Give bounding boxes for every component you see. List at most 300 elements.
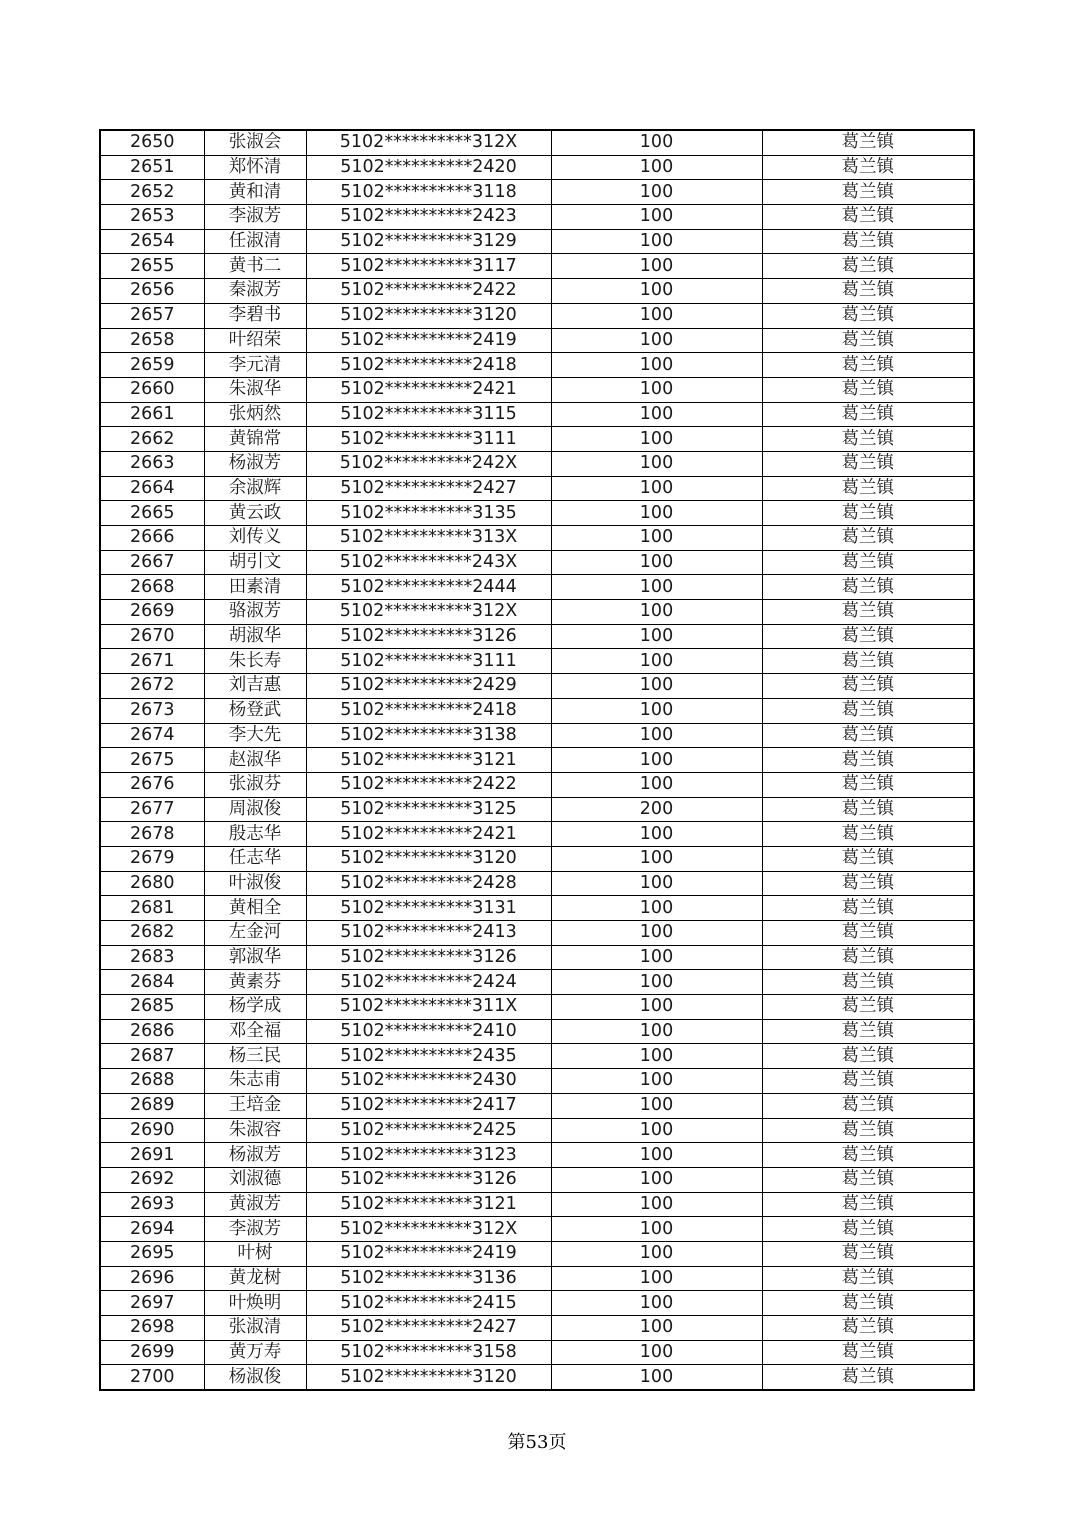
table-row <box>100 748 974 773</box>
table-row <box>100 772 974 797</box>
cell-serial-number: 2663 <box>100 451 204 476</box>
cell-serial-number: 2670 <box>100 624 204 649</box>
cell-amount: 100 <box>551 180 762 205</box>
cell-id-number: 5102**********3120 <box>306 846 551 871</box>
cell-amount: 100 <box>551 130 762 155</box>
cell-amount: 100 <box>551 1118 762 1143</box>
cell-serial-number: 2671 <box>100 649 204 674</box>
roster-table <box>99 129 975 1391</box>
table-row <box>100 279 974 304</box>
table-row <box>100 1316 974 1341</box>
cell-serial-number: 2652 <box>100 180 204 205</box>
cell-serial-number: 2697 <box>100 1291 204 1316</box>
cell-amount: 100 <box>551 1069 762 1094</box>
cell-amount: 100 <box>551 205 762 230</box>
cell-town: 葛兰镇 <box>762 476 974 501</box>
cell-amount: 100 <box>551 698 762 723</box>
cell-amount: 100 <box>551 1044 762 1069</box>
cell-amount: 100 <box>551 649 762 674</box>
cell-serial-number: 2678 <box>100 822 204 847</box>
cell-serial-number: 2685 <box>100 995 204 1020</box>
cell-id-number: 5102**********242X <box>306 451 551 476</box>
cell-id-number: 5102**********3136 <box>306 1266 551 1291</box>
cell-amount: 100 <box>551 896 762 921</box>
cell-amount: 100 <box>551 1241 762 1266</box>
table-row <box>100 723 974 748</box>
cell-serial-number: 2665 <box>100 501 204 526</box>
cell-amount: 100 <box>551 1167 762 1192</box>
cell-serial-number: 2667 <box>100 550 204 575</box>
table-row <box>100 205 974 230</box>
table-row <box>100 1241 974 1266</box>
cell-town: 葛兰镇 <box>762 698 974 723</box>
cell-id-number: 5102**********312X <box>306 1217 551 1242</box>
table-row <box>100 451 974 476</box>
cell-id-number: 5102**********2413 <box>306 921 551 946</box>
cell-amount: 100 <box>551 600 762 625</box>
cell-id-number: 5102**********3138 <box>306 723 551 748</box>
cell-id-number: 5102**********2430 <box>306 1069 551 1094</box>
cell-id-number: 5102**********2424 <box>306 970 551 995</box>
cell-amount: 100 <box>551 624 762 649</box>
cell-serial-number: 2700 <box>100 1365 204 1390</box>
cell-amount: 100 <box>551 229 762 254</box>
cell-serial-number: 2688 <box>100 1069 204 1094</box>
table-row <box>100 1044 974 1069</box>
cell-name: 叶淑俊 <box>204 871 306 896</box>
cell-id-number: 5102**********3125 <box>306 797 551 822</box>
cell-serial-number: 2656 <box>100 279 204 304</box>
table-row <box>100 1167 974 1192</box>
cell-name: 殷志华 <box>204 822 306 847</box>
cell-town: 葛兰镇 <box>762 748 974 773</box>
cell-town: 葛兰镇 <box>762 402 974 427</box>
cell-amount: 100 <box>551 674 762 699</box>
cell-town: 葛兰镇 <box>762 501 974 526</box>
cell-amount: 100 <box>551 1365 762 1390</box>
cell-name: 张炳然 <box>204 402 306 427</box>
cell-name: 胡引文 <box>204 550 306 575</box>
cell-town: 葛兰镇 <box>762 1291 974 1316</box>
cell-town: 葛兰镇 <box>762 575 974 600</box>
cell-id-number: 5102**********3120 <box>306 1365 551 1390</box>
cell-serial-number: 2675 <box>100 748 204 773</box>
table-row <box>100 945 974 970</box>
cell-amount: 100 <box>551 526 762 551</box>
cell-amount: 100 <box>551 846 762 871</box>
cell-town: 葛兰镇 <box>762 649 974 674</box>
cell-amount: 100 <box>551 1266 762 1291</box>
cell-town: 葛兰镇 <box>762 1093 974 1118</box>
cell-id-number: 5102**********2422 <box>306 279 551 304</box>
cell-amount: 100 <box>551 427 762 452</box>
cell-id-number: 5102**********3115 <box>306 402 551 427</box>
cell-id-number: 5102**********2417 <box>306 1093 551 1118</box>
cell-id-number: 5102**********3126 <box>306 1167 551 1192</box>
cell-amount: 100 <box>551 1316 762 1341</box>
cell-amount: 100 <box>551 921 762 946</box>
cell-id-number: 5102**********3126 <box>306 945 551 970</box>
cell-id-number: 5102**********312X <box>306 600 551 625</box>
cell-name: 黄相全 <box>204 896 306 921</box>
cell-id-number: 5102**********2435 <box>306 1044 551 1069</box>
cell-serial-number: 2699 <box>100 1340 204 1365</box>
cell-id-number: 5102**********3111 <box>306 649 551 674</box>
cell-id-number: 5102**********3126 <box>306 624 551 649</box>
cell-serial-number: 2658 <box>100 328 204 353</box>
cell-name: 黄淑芳 <box>204 1192 306 1217</box>
cell-serial-number: 2657 <box>100 303 204 328</box>
cell-town: 葛兰镇 <box>762 427 974 452</box>
cell-id-number: 5102**********2428 <box>306 871 551 896</box>
cell-id-number: 5102**********2415 <box>306 1291 551 1316</box>
cell-name: 叶树 <box>204 1241 306 1266</box>
cell-town: 葛兰镇 <box>762 600 974 625</box>
cell-name: 黄素芬 <box>204 970 306 995</box>
table-row <box>100 921 974 946</box>
table-row <box>100 575 974 600</box>
table-row <box>100 1093 974 1118</box>
table-row <box>100 698 974 723</box>
roster-table-body <box>100 130 974 1390</box>
cell-town: 葛兰镇 <box>762 624 974 649</box>
cell-amount: 100 <box>551 995 762 1020</box>
table-row <box>100 1143 974 1168</box>
table-row <box>100 303 974 328</box>
cell-id-number: 5102**********2410 <box>306 1019 551 1044</box>
cell-name: 叶焕明 <box>204 1291 306 1316</box>
cell-id-number: 5102**********3121 <box>306 1192 551 1217</box>
cell-serial-number: 2696 <box>100 1266 204 1291</box>
cell-id-number: 5102**********2427 <box>306 476 551 501</box>
table-row <box>100 1291 974 1316</box>
cell-id-number: 5102**********2429 <box>306 674 551 699</box>
table-row <box>100 846 974 871</box>
cell-amount: 100 <box>551 155 762 180</box>
cell-town: 葛兰镇 <box>762 180 974 205</box>
cell-amount: 100 <box>551 402 762 427</box>
cell-serial-number: 2698 <box>100 1316 204 1341</box>
cell-id-number: 5102**********312X <box>306 130 551 155</box>
cell-name: 杨淑芳 <box>204 451 306 476</box>
cell-town: 葛兰镇 <box>762 674 974 699</box>
table-row <box>100 328 974 353</box>
cell-serial-number: 2677 <box>100 797 204 822</box>
cell-id-number: 5102**********313X <box>306 526 551 551</box>
cell-amount: 100 <box>551 1019 762 1044</box>
table-row <box>100 427 974 452</box>
table-row <box>100 1069 974 1094</box>
table-row <box>100 180 974 205</box>
cell-serial-number: 2651 <box>100 155 204 180</box>
cell-id-number: 5102**********2422 <box>306 772 551 797</box>
cell-serial-number: 2668 <box>100 575 204 600</box>
cell-amount: 100 <box>551 476 762 501</box>
table-row <box>100 353 974 378</box>
table-row <box>100 155 974 180</box>
cell-amount: 100 <box>551 1340 762 1365</box>
cell-name: 杨淑俊 <box>204 1365 306 1390</box>
cell-amount: 100 <box>551 377 762 402</box>
table-row <box>100 1266 974 1291</box>
cell-name: 黄龙树 <box>204 1266 306 1291</box>
table-row <box>100 624 974 649</box>
cell-amount: 100 <box>551 353 762 378</box>
cell-town: 葛兰镇 <box>762 205 974 230</box>
cell-serial-number: 2689 <box>100 1093 204 1118</box>
table-row <box>100 600 974 625</box>
cell-serial-number: 2679 <box>100 846 204 871</box>
cell-name: 杨登武 <box>204 698 306 723</box>
cell-amount: 100 <box>551 1217 762 1242</box>
cell-town: 葛兰镇 <box>762 797 974 822</box>
cell-name: 张淑会 <box>204 130 306 155</box>
cell-amount: 100 <box>551 550 762 575</box>
cell-town: 葛兰镇 <box>762 723 974 748</box>
cell-town: 葛兰镇 <box>762 1044 974 1069</box>
cell-name: 黄和清 <box>204 180 306 205</box>
cell-town: 葛兰镇 <box>762 1019 974 1044</box>
table-row <box>100 674 974 699</box>
cell-town: 葛兰镇 <box>762 229 974 254</box>
cell-id-number: 5102**********3123 <box>306 1143 551 1168</box>
cell-amount: 100 <box>551 1291 762 1316</box>
table-row <box>100 1192 974 1217</box>
cell-serial-number: 2684 <box>100 970 204 995</box>
cell-town: 葛兰镇 <box>762 1316 974 1341</box>
cell-town: 葛兰镇 <box>762 970 974 995</box>
cell-name: 杨淑芳 <box>204 1143 306 1168</box>
cell-id-number: 5102**********2419 <box>306 328 551 353</box>
cell-town: 葛兰镇 <box>762 1241 974 1266</box>
cell-name: 刘淑德 <box>204 1167 306 1192</box>
cell-id-number: 5102**********3120 <box>306 303 551 328</box>
cell-town: 葛兰镇 <box>762 1192 974 1217</box>
table-row <box>100 377 974 402</box>
table-row <box>100 254 974 279</box>
cell-town: 葛兰镇 <box>762 921 974 946</box>
table-row <box>100 797 974 822</box>
cell-town: 葛兰镇 <box>762 1365 974 1390</box>
cell-name: 刘吉惠 <box>204 674 306 699</box>
cell-town: 葛兰镇 <box>762 279 974 304</box>
cell-name: 李大先 <box>204 723 306 748</box>
cell-town: 葛兰镇 <box>762 1069 974 1094</box>
cell-amount: 100 <box>551 1143 762 1168</box>
cell-town: 葛兰镇 <box>762 846 974 871</box>
cell-amount: 100 <box>551 451 762 476</box>
cell-amount: 100 <box>551 575 762 600</box>
table-row <box>100 995 974 1020</box>
cell-id-number: 5102**********2444 <box>306 575 551 600</box>
cell-town: 葛兰镇 <box>762 995 974 1020</box>
cell-town: 葛兰镇 <box>762 1340 974 1365</box>
cell-name: 李碧书 <box>204 303 306 328</box>
cell-serial-number: 2695 <box>100 1241 204 1266</box>
cell-id-number: 5102**********3131 <box>306 896 551 921</box>
cell-town: 葛兰镇 <box>762 1266 974 1291</box>
cell-name: 刘传义 <box>204 526 306 551</box>
table-row <box>100 896 974 921</box>
cell-serial-number: 2681 <box>100 896 204 921</box>
table-row <box>100 526 974 551</box>
table-row <box>100 476 974 501</box>
cell-town: 葛兰镇 <box>762 822 974 847</box>
cell-serial-number: 2655 <box>100 254 204 279</box>
cell-name: 黄云政 <box>204 501 306 526</box>
cell-name: 余淑辉 <box>204 476 306 501</box>
cell-name: 田素清 <box>204 575 306 600</box>
cell-town: 葛兰镇 <box>762 1118 974 1143</box>
cell-town: 葛兰镇 <box>762 1217 974 1242</box>
cell-id-number: 5102**********2421 <box>306 377 551 402</box>
cell-id-number: 5102**********2423 <box>306 205 551 230</box>
cell-amount: 100 <box>551 303 762 328</box>
cell-town: 葛兰镇 <box>762 451 974 476</box>
cell-town: 葛兰镇 <box>762 945 974 970</box>
cell-serial-number: 2654 <box>100 229 204 254</box>
cell-id-number: 5102**********3129 <box>306 229 551 254</box>
cell-amount: 100 <box>551 748 762 773</box>
cell-name: 李元清 <box>204 353 306 378</box>
cell-name: 任淑清 <box>204 229 306 254</box>
cell-name: 李淑芳 <box>204 1217 306 1242</box>
cell-serial-number: 2693 <box>100 1192 204 1217</box>
cell-name: 李淑芳 <box>204 205 306 230</box>
cell-town: 葛兰镇 <box>762 155 974 180</box>
cell-serial-number: 2680 <box>100 871 204 896</box>
cell-serial-number: 2676 <box>100 772 204 797</box>
cell-name: 朱长寿 <box>204 649 306 674</box>
cell-amount: 100 <box>551 822 762 847</box>
cell-name: 张淑清 <box>204 1316 306 1341</box>
cell-serial-number: 2672 <box>100 674 204 699</box>
cell-serial-number: 2666 <box>100 526 204 551</box>
cell-id-number: 5102**********3121 <box>306 748 551 773</box>
cell-serial-number: 2659 <box>100 353 204 378</box>
table-row <box>100 1118 974 1143</box>
cell-amount: 100 <box>551 772 762 797</box>
cell-name: 赵淑华 <box>204 748 306 773</box>
cell-id-number: 5102**********3117 <box>306 254 551 279</box>
cell-name: 张淑芬 <box>204 772 306 797</box>
table-row <box>100 1365 974 1390</box>
cell-amount: 100 <box>551 1093 762 1118</box>
cell-name: 胡淑华 <box>204 624 306 649</box>
cell-town: 葛兰镇 <box>762 896 974 921</box>
cell-serial-number: 2691 <box>100 1143 204 1168</box>
cell-amount: 100 <box>551 871 762 896</box>
cell-name: 朱淑华 <box>204 377 306 402</box>
cell-name: 秦淑芳 <box>204 279 306 304</box>
cell-serial-number: 2687 <box>100 1044 204 1069</box>
cell-name: 周淑俊 <box>204 797 306 822</box>
cell-town: 葛兰镇 <box>762 377 974 402</box>
cell-name: 骆淑芳 <box>204 600 306 625</box>
cell-town: 葛兰镇 <box>762 871 974 896</box>
cell-id-number: 5102**********3118 <box>306 180 551 205</box>
cell-town: 葛兰镇 <box>762 1167 974 1192</box>
cell-amount: 100 <box>551 501 762 526</box>
cell-amount: 100 <box>551 970 762 995</box>
cell-id-number: 5102**********243X <box>306 550 551 575</box>
cell-amount: 100 <box>551 945 762 970</box>
cell-town: 葛兰镇 <box>762 772 974 797</box>
cell-serial-number: 2660 <box>100 377 204 402</box>
cell-town: 葛兰镇 <box>762 303 974 328</box>
cell-serial-number: 2686 <box>100 1019 204 1044</box>
cell-serial-number: 2692 <box>100 1167 204 1192</box>
cell-name: 左金河 <box>204 921 306 946</box>
table-row <box>100 1340 974 1365</box>
cell-serial-number: 2664 <box>100 476 204 501</box>
cell-serial-number: 2694 <box>100 1217 204 1242</box>
cell-id-number: 5102**********311X <box>306 995 551 1020</box>
cell-name: 叶绍荣 <box>204 328 306 353</box>
cell-id-number: 5102**********2421 <box>306 822 551 847</box>
cell-name: 朱淑容 <box>204 1118 306 1143</box>
cell-name: 黄锦常 <box>204 427 306 452</box>
page-number: 第53页 <box>507 1432 567 1453</box>
cell-serial-number: 2690 <box>100 1118 204 1143</box>
cell-id-number: 5102**********2419 <box>306 1241 551 1266</box>
cell-id-number: 5102**********3111 <box>306 427 551 452</box>
cell-town: 葛兰镇 <box>762 328 974 353</box>
table-row <box>100 501 974 526</box>
table-row <box>100 649 974 674</box>
cell-serial-number: 2683 <box>100 945 204 970</box>
cell-name: 朱志甫 <box>204 1069 306 1094</box>
cell-serial-number: 2673 <box>100 698 204 723</box>
cell-id-number: 5102**********3135 <box>306 501 551 526</box>
cell-id-number: 5102**********2418 <box>306 698 551 723</box>
table-row <box>100 130 974 155</box>
cell-amount: 100 <box>551 723 762 748</box>
table-row <box>100 1217 974 1242</box>
cell-amount: 100 <box>551 254 762 279</box>
cell-name: 郑怀清 <box>204 155 306 180</box>
cell-id-number: 5102**********2418 <box>306 353 551 378</box>
table-row <box>100 871 974 896</box>
cell-amount: 200 <box>551 797 762 822</box>
cell-name: 黄万寿 <box>204 1340 306 1365</box>
table-row <box>100 970 974 995</box>
cell-id-number: 5102**********2427 <box>306 1316 551 1341</box>
cell-name: 王培金 <box>204 1093 306 1118</box>
cell-id-number: 5102**********2425 <box>306 1118 551 1143</box>
cell-name: 黄书二 <box>204 254 306 279</box>
cell-amount: 100 <box>551 328 762 353</box>
cell-id-number: 5102**********3158 <box>306 1340 551 1365</box>
table-row <box>100 402 974 427</box>
cell-town: 葛兰镇 <box>762 1143 974 1168</box>
cell-amount: 100 <box>551 1192 762 1217</box>
cell-town: 葛兰镇 <box>762 254 974 279</box>
cell-name: 杨学成 <box>204 995 306 1020</box>
cell-serial-number: 2661 <box>100 402 204 427</box>
cell-serial-number: 2653 <box>100 205 204 230</box>
cell-town: 葛兰镇 <box>762 526 974 551</box>
cell-name: 邓全福 <box>204 1019 306 1044</box>
cell-amount: 100 <box>551 279 762 304</box>
cell-serial-number: 2650 <box>100 130 204 155</box>
cell-serial-number: 2669 <box>100 600 204 625</box>
cell-serial-number: 2682 <box>100 921 204 946</box>
cell-town: 葛兰镇 <box>762 353 974 378</box>
cell-serial-number: 2674 <box>100 723 204 748</box>
table-row <box>100 550 974 575</box>
cell-name: 任志华 <box>204 846 306 871</box>
